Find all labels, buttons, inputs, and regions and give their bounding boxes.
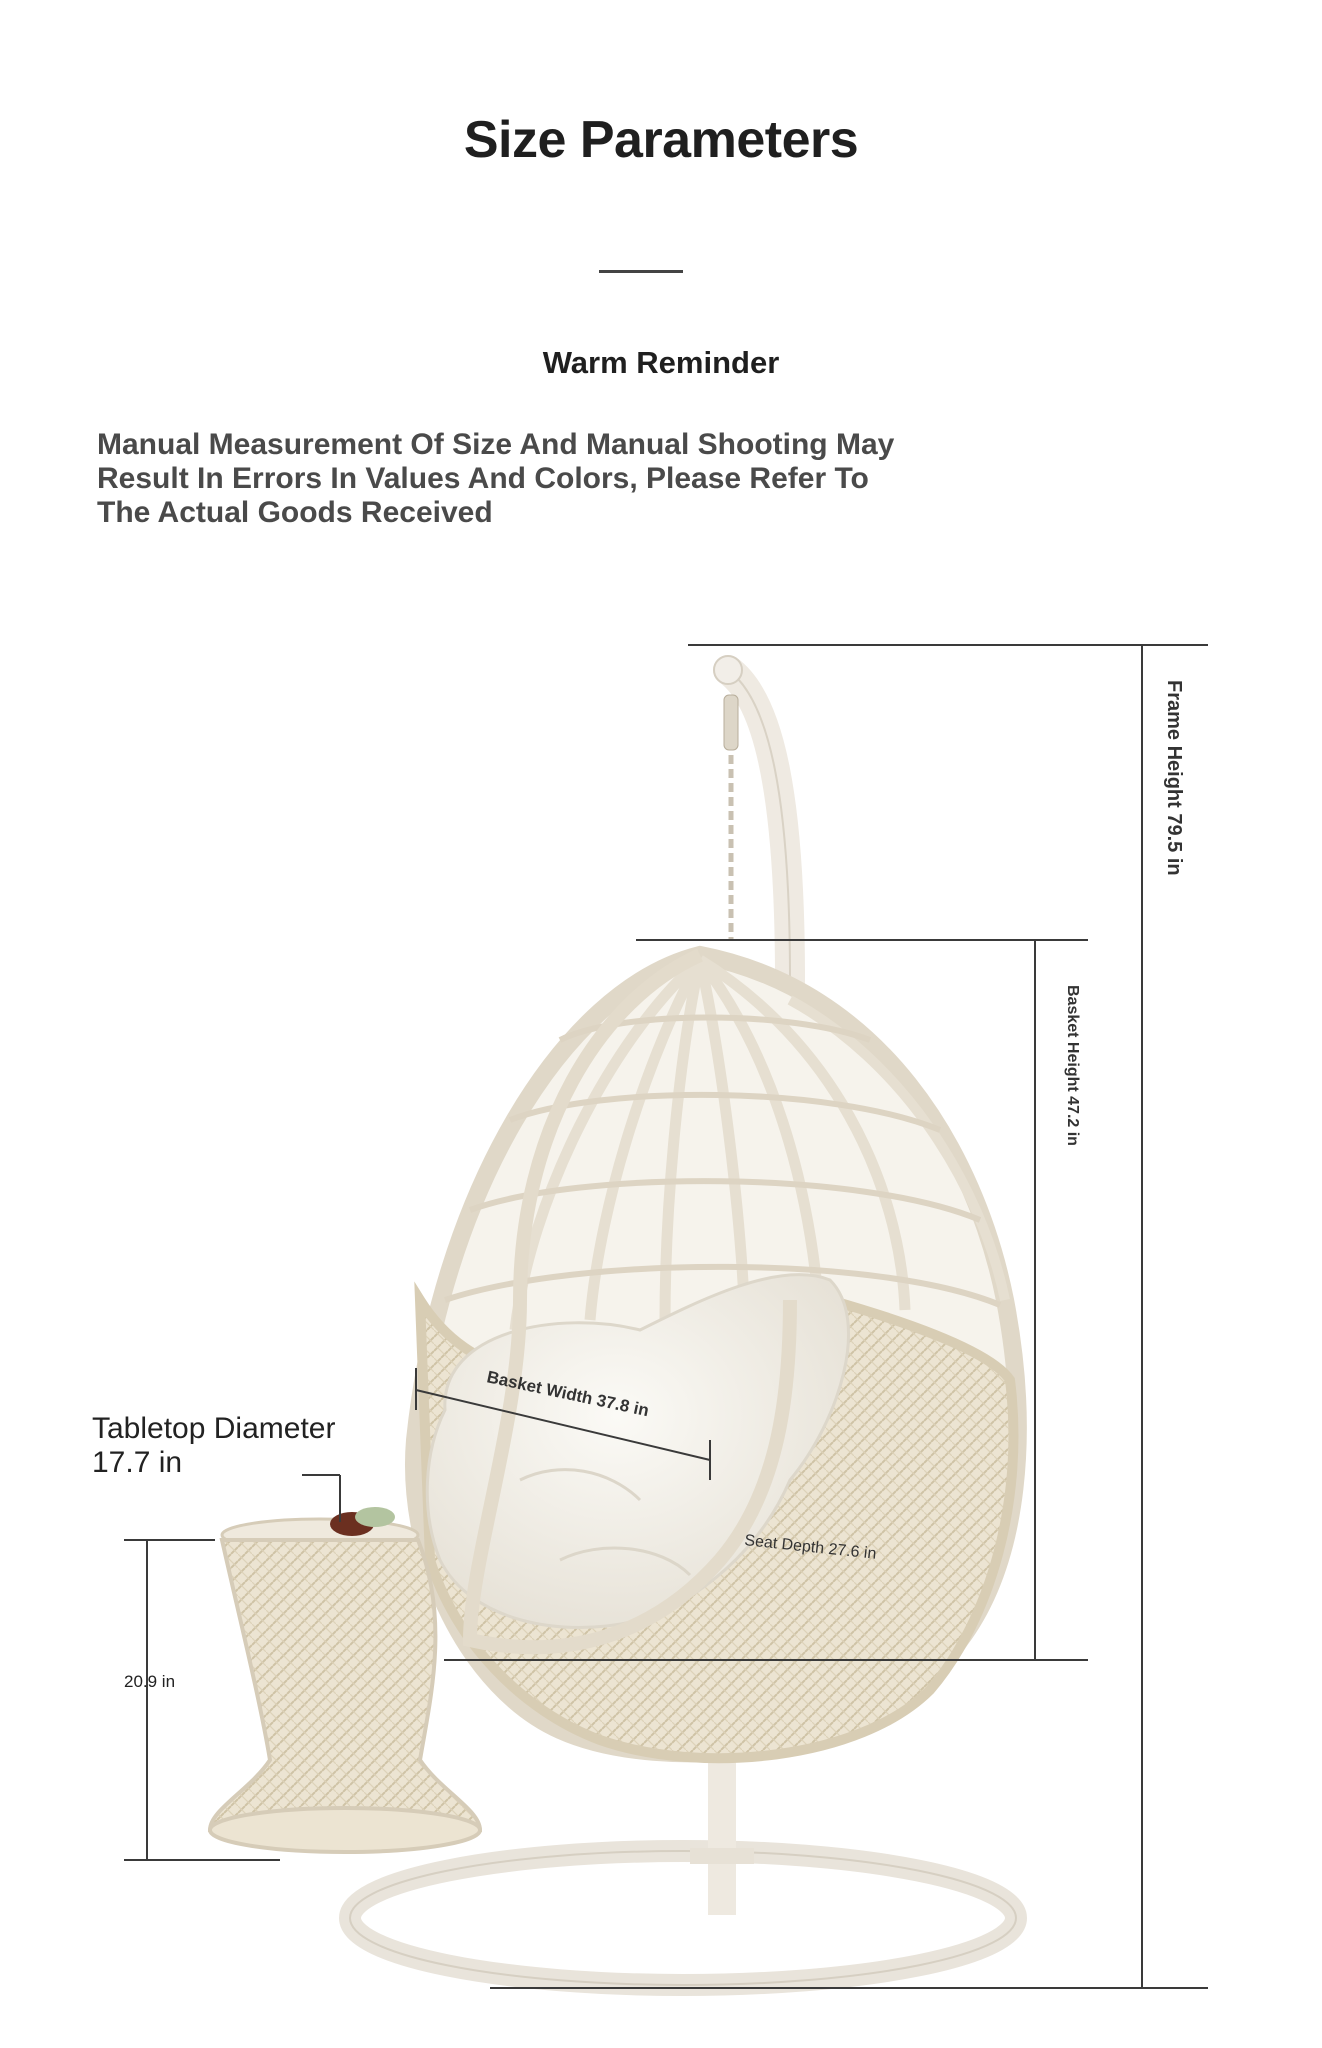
reminder-line: The Actual Goods Received bbox=[97, 496, 493, 529]
page-title: Size Parameters bbox=[463, 111, 859, 169]
seat-depth-label: Seat Depth 27.6 in bbox=[743, 1532, 878, 1563]
frame-height-label: Frame Height 79.5 in bbox=[1163, 680, 1185, 876]
tabletop-diameter-value: 17.7 in bbox=[92, 1446, 183, 1479]
stand-base bbox=[350, 1740, 1016, 1985]
tabletop-diameter-title: Tabletop Diameter bbox=[92, 1412, 336, 1445]
reminder-line: Manual Measurement Of Size And Manual Shooting May bbox=[97, 428, 895, 461]
reminder-line: Result In Errors In Values And Colors, Please Refer To bbox=[97, 462, 869, 495]
tabletop-diameter-label bbox=[92, 1412, 392, 1480]
warm-reminder-heading: Warm Reminder bbox=[542, 345, 780, 380]
table-height-label: 20.9 in bbox=[124, 1672, 176, 1691]
basket-width-label: Basket Width 37.8 in bbox=[485, 1367, 651, 1421]
basket-height-label: Basket Height 47.2 in bbox=[1064, 985, 1081, 1146]
hanging-chain bbox=[724, 695, 738, 940]
